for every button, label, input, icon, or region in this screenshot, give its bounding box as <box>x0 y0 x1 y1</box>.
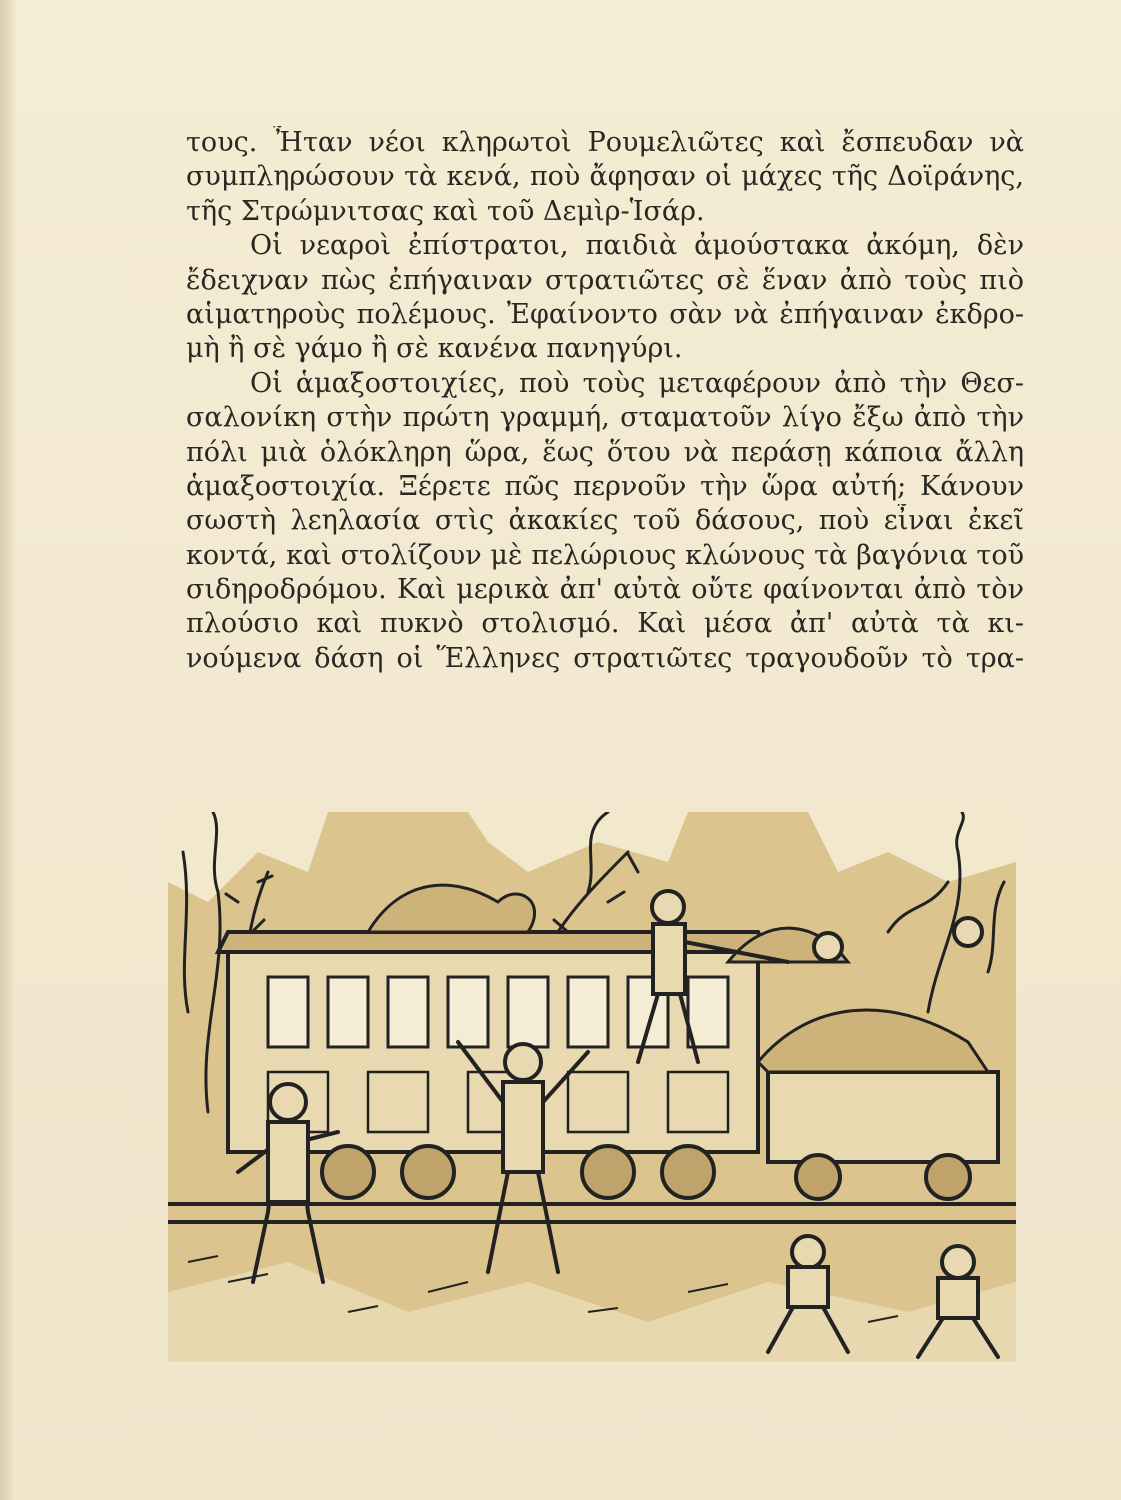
text-line: συμπληρώσουν τὰ κενά, ποὺ ἄφησαν οἱ μάχες τῆς Δοϊράνης, <box>186 161 1024 193</box>
train-illustration <box>168 812 1016 1362</box>
text-line: τους. Ἦταν νέοι κληρωτοὶ Ρουμελιῶτες καὶ ἔσπευδαν νὰ <box>186 127 1024 158</box>
text-line: μὴ ἢ σὲ γάμο ἢ σὲ κανένα πανηγύρι. <box>186 333 683 365</box>
text-line: σαλονίκη στὴν πρώτη γραμμή, σταματοῦν λίγο ἔξω ἀπὸ τὴν <box>186 402 1024 434</box>
text-line: αἱματηροὺς πολέμους. Ἐφαίνοντο σὰν νὰ ἐπήγαιναν ἐκδρο- <box>186 298 1024 330</box>
text-line: σωστὴ λεηλασία στὶς ἀκακίες τοῦ δάσους, ποὺ εἶναι ἐκεῖ <box>186 505 1024 537</box>
text-line: νούμενα δάση οἱ Ἕλληνες στρατιῶτες τραγουδοῦν τὸ τρα- <box>186 642 1024 674</box>
text-line: Οἱ νεαροὶ ἐπίστρατοι, παιδιὰ ἀμούστακα ἀκόμη, δὲν <box>250 230 1024 262</box>
text-line: ἔδειχναν πὼς ἐπήγαιναν στρατιῶτες σὲ ἕναν ἀπὸ τοὺς πιὸ <box>186 264 1024 296</box>
text-line: κοντά, καὶ στολίζουν μὲ πελώριους κλώνους τὰ βαγόνια τοῦ <box>186 539 1024 571</box>
page-gutter-shadow <box>0 0 16 1500</box>
text-line: τῆς Στρώμνιτσας καὶ τοῦ Δεμὶρ-Ἱσάρ. <box>186 195 705 227</box>
body-text <box>186 126 1024 676</box>
text-line: σιδηροδρόμου. Καὶ μερικὰ ἀπ' αὐτὰ οὔτε φαίνονται ἀπὸ τὸν <box>186 574 1024 606</box>
illustration-drawing <box>168 812 1016 1362</box>
text-line: πόλι μιὰ ὁλόκληρη ὥρα, ἕως ὅτου νὰ περάσῃ κάποια ἄλλη <box>186 436 1024 468</box>
text-line: ἁμαξοστοιχία. Ξέρετε πῶς περνοῦν τὴν ὥρα αὐτή; Κάνουν <box>186 470 1024 502</box>
text-line: Οἱ ἁμαξοστοιχίες, ποὺ τοὺς μεταφέρουν ἀπὸ τὴν Θεσ- <box>250 367 1024 399</box>
text-line: πλούσιο καὶ πυκνὸ στολισμό. Καὶ μέσα ἀπ' αὐτὰ τὰ κι- <box>186 608 1024 640</box>
